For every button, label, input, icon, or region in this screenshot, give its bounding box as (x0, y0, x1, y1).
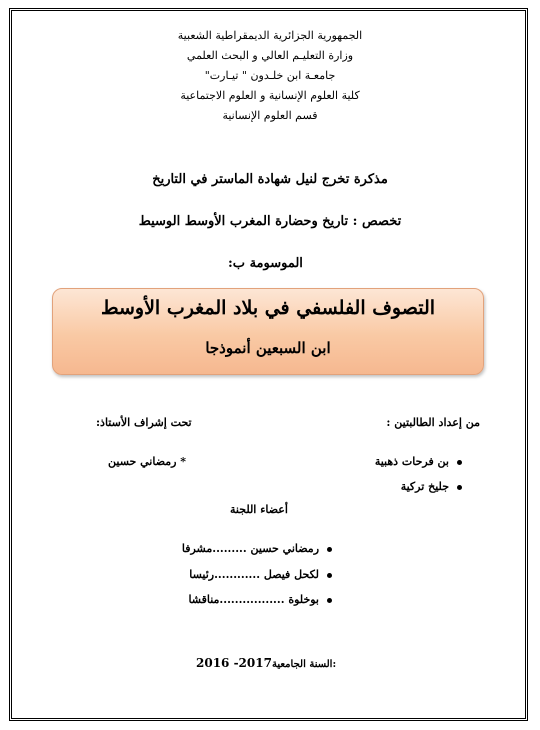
specialty: تخصص : تاريخ وحضارة المغرب الأوسط الوسيط (138, 214, 402, 229)
bullet-icon (457, 485, 462, 490)
header-republic: الجمهورية الجزائرية الديمقراطية الشعبية (177, 29, 363, 42)
header-university: جامعـة ابن خلـدون " تيـارت" (204, 69, 336, 82)
bullet-icon (327, 547, 332, 552)
titled-label: الموسومة ب: (228, 256, 303, 271)
header-department: قسم العلوم الإنسانية (222, 109, 318, 122)
committee-label: أعضاء اللجنة (230, 503, 288, 516)
thesis-subtitle: ابن السبعين أنموذجا (205, 339, 331, 357)
memo-title: مذكرة تخرج لنيل شهادة الماستر في التاريخ (152, 172, 388, 187)
member-entry: رمضاني حسين .........مشرفا (181, 542, 319, 555)
committee-member (188, 593, 332, 606)
thesis-title-banner (52, 288, 484, 375)
committee-member (189, 568, 332, 581)
bullet-icon (327, 573, 332, 578)
header-ministry: وزارة التعليـم العالي و البحث العلمي (186, 49, 354, 62)
member-entry: لكحل فيصل ............رئيسا (189, 568, 319, 581)
institution-header (40, 26, 500, 126)
member-entry: بوخلوة .................مناقشا (188, 593, 319, 606)
supervisor-label: تحت إشراف الأستاذ: (96, 416, 192, 429)
academic-year (196, 656, 336, 670)
student-name: جليخ تركية (400, 480, 449, 493)
student-item (375, 455, 462, 468)
supervisor-name: * رمضاني حسين (108, 455, 187, 468)
students-label: من إعداد الطالبتين : (386, 416, 480, 429)
thesis-title: التصوف الفلسفي في بلاد المغرب الأوسط (100, 297, 436, 319)
bullet-icon (327, 598, 332, 603)
student-item (401, 480, 462, 493)
committee-member (182, 542, 332, 555)
student-name: بن فرحات ذهبية (374, 455, 449, 468)
header-faculty: كلية العلوم الإنسانية و العلوم الاجتماعية (180, 89, 360, 102)
academic-year-value: 2016 -2017 (196, 656, 272, 670)
bullet-icon (457, 460, 462, 465)
academic-year-label: السنة الجامعية: (271, 659, 337, 670)
